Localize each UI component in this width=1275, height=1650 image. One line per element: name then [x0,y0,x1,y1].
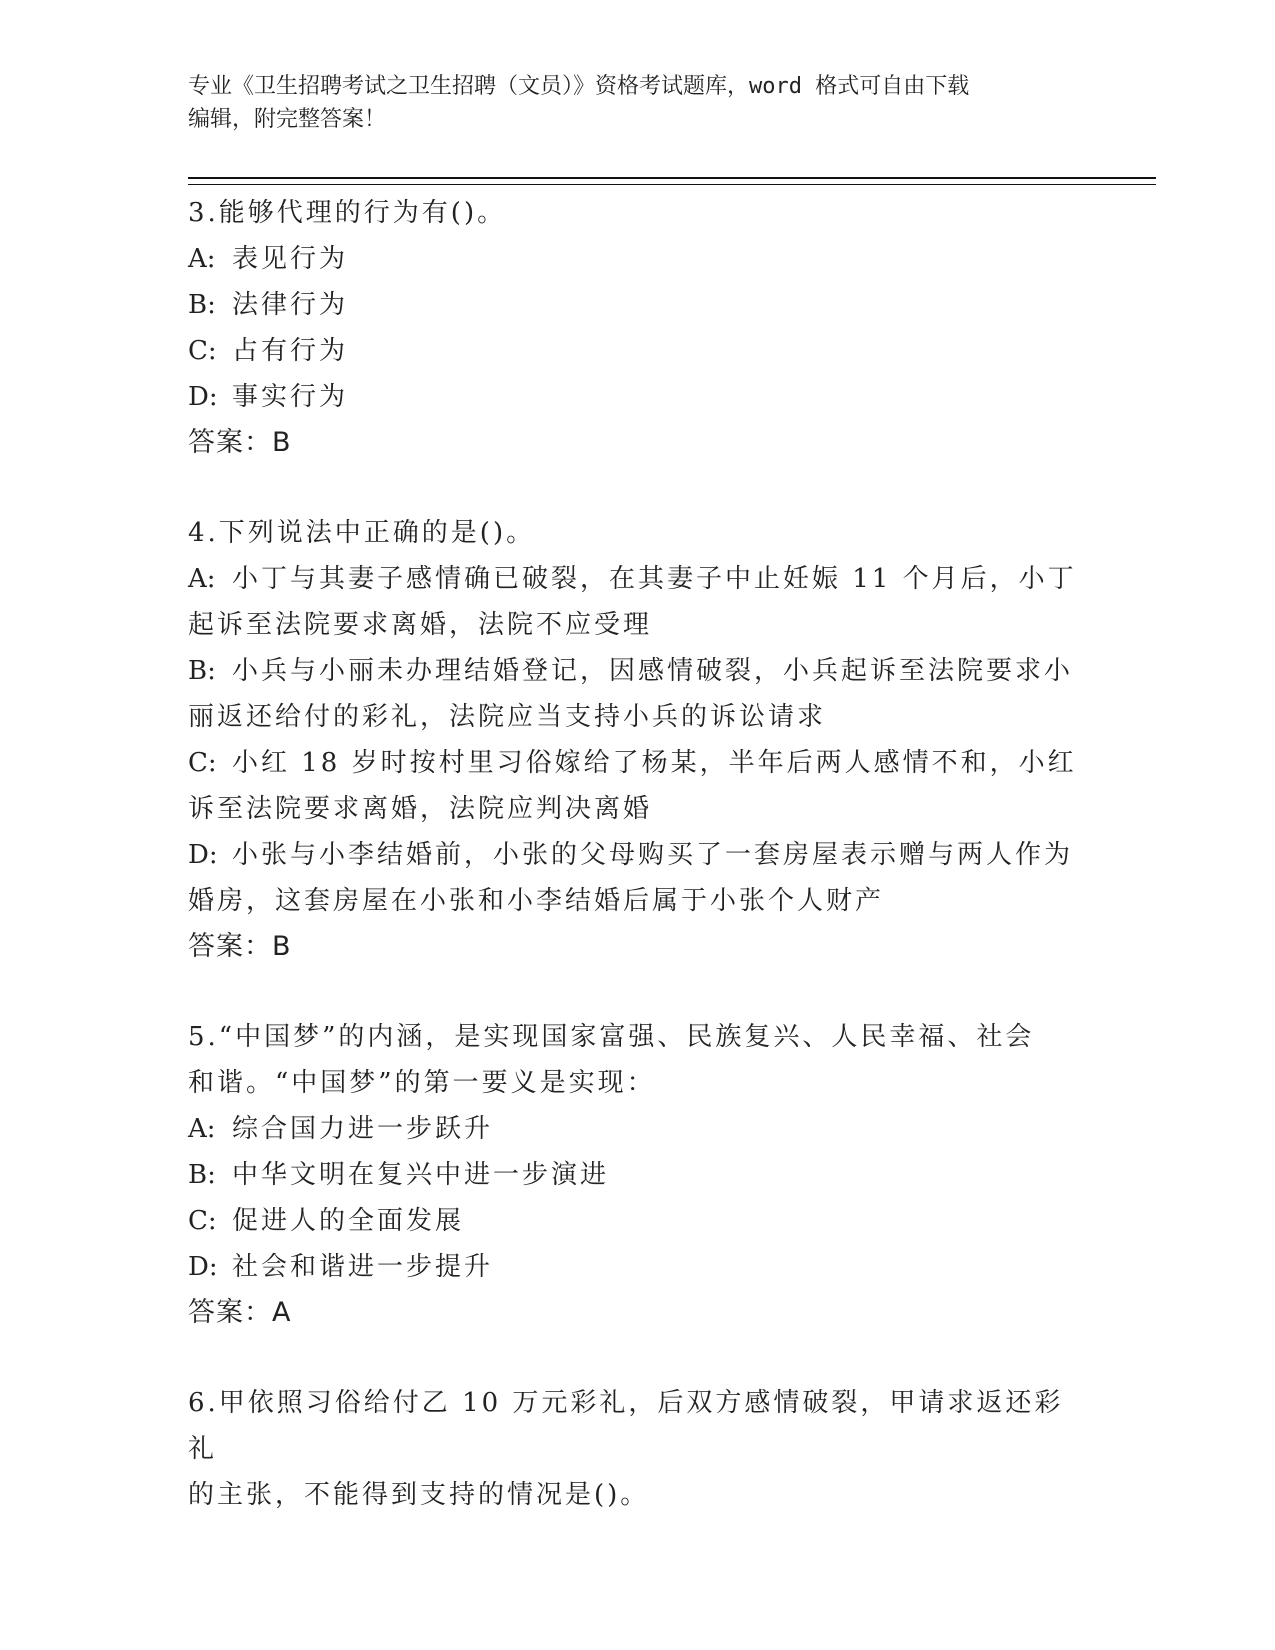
option-text: 占有行为 [232,336,349,366]
option-text: 法律行为 [232,290,349,320]
option-line [188,1244,1078,1290]
option-line [188,786,1078,832]
option-text: 小丁与其妻子感情确已破裂，在其妻子中止妊娠 11 个月后，小丁 [232,564,1077,594]
option-line [188,282,1078,328]
option-key: C: [188,748,217,778]
header-divider-thin [188,184,1156,185]
question-stem: 5.“中国梦”的内涵，是实现国家富强、民族复兴、人民幸福、社会 [188,1022,1035,1052]
header-divider-thick [188,177,1156,179]
question-stem: 的主张，不能得到支持的情况是()。 [188,1480,650,1510]
option-line [188,740,1078,786]
option-key: A: [188,1114,216,1144]
option-line [188,1106,1078,1152]
option-text: 综合国力进一步跃升 [232,1114,494,1144]
option-text: 诉至法院要求离婚，法院应判决离婚 [188,794,653,824]
option-line [188,648,1078,694]
option-line [188,878,1078,924]
question-stem: 3.能够代理的行为有()。 [188,198,507,228]
option-line [188,1198,1078,1244]
option-text: 社会和谐进一步提升 [232,1252,494,1282]
answer-line: 答案：A [188,1297,292,1328]
question-list [188,190,1078,1562]
option-key: C: [188,336,217,366]
option-text: 促进人的全面发展 [232,1206,465,1236]
option-line [188,832,1078,878]
option-key: B: [188,290,216,320]
header-line-2: 编辑，附完整答案！ [188,107,387,132]
question-stem: 和谐。“中国梦”的第一要义是实现： [188,1068,656,1098]
option-key: C: [188,1206,217,1236]
option-text: 小兵与小丽未办理结婚登记，因感情破裂，小兵起诉至法院要求小 [232,656,1074,686]
option-line [188,328,1078,374]
option-key: A: [188,244,216,274]
option-line [188,602,1078,648]
question-block [188,1014,1078,1336]
answer-line: 答案：B [188,427,292,458]
question-stem: 4.下列说法中正确的是()。 [188,518,536,548]
option-key: B: [188,656,216,686]
option-text: 小红 18 岁时按村里习俗嫁给了杨某，半年后两人感情不和，小红 [232,748,1077,778]
option-key: D: [188,1252,218,1282]
document-header [188,70,1068,136]
question-block [188,190,1078,466]
option-line [188,556,1078,602]
option-key: A: [188,564,216,594]
option-text: 小张与小李结婚前，小张的父母购买了一套房屋表示赠与两人作为 [232,840,1074,870]
question-block [188,510,1078,970]
option-text: 婚房，这套房屋在小张和小李结婚后属于小张个人财产 [188,886,885,916]
option-text: 表见行为 [232,244,349,274]
question-block [188,1380,1078,1518]
option-text: 起诉至法院要求离婚，法院不应受理 [188,610,653,640]
answer-line: 答案：B [188,931,292,962]
option-line [188,236,1078,282]
option-line [188,1152,1078,1198]
option-key: B: [188,1160,216,1190]
option-text: 事实行为 [232,382,349,412]
option-key: D: [188,840,218,870]
option-line [188,694,1078,740]
option-text: 丽返还给付的彩礼，法院应当支持小兵的诉讼请求 [188,702,827,732]
option-line [188,374,1078,420]
question-stem: 6.甲依照习俗给付乙 10 万元彩礼，后双方感情破裂，甲请求返还彩礼 [188,1388,1064,1464]
header-line-1: 专业《卫生招聘考试之卫生招聘（文员）》资格考试题库，word 格式可自由下载 [188,74,970,99]
option-key: D: [188,382,218,412]
option-text: 中华文明在复兴中进一步演进 [232,1160,610,1190]
